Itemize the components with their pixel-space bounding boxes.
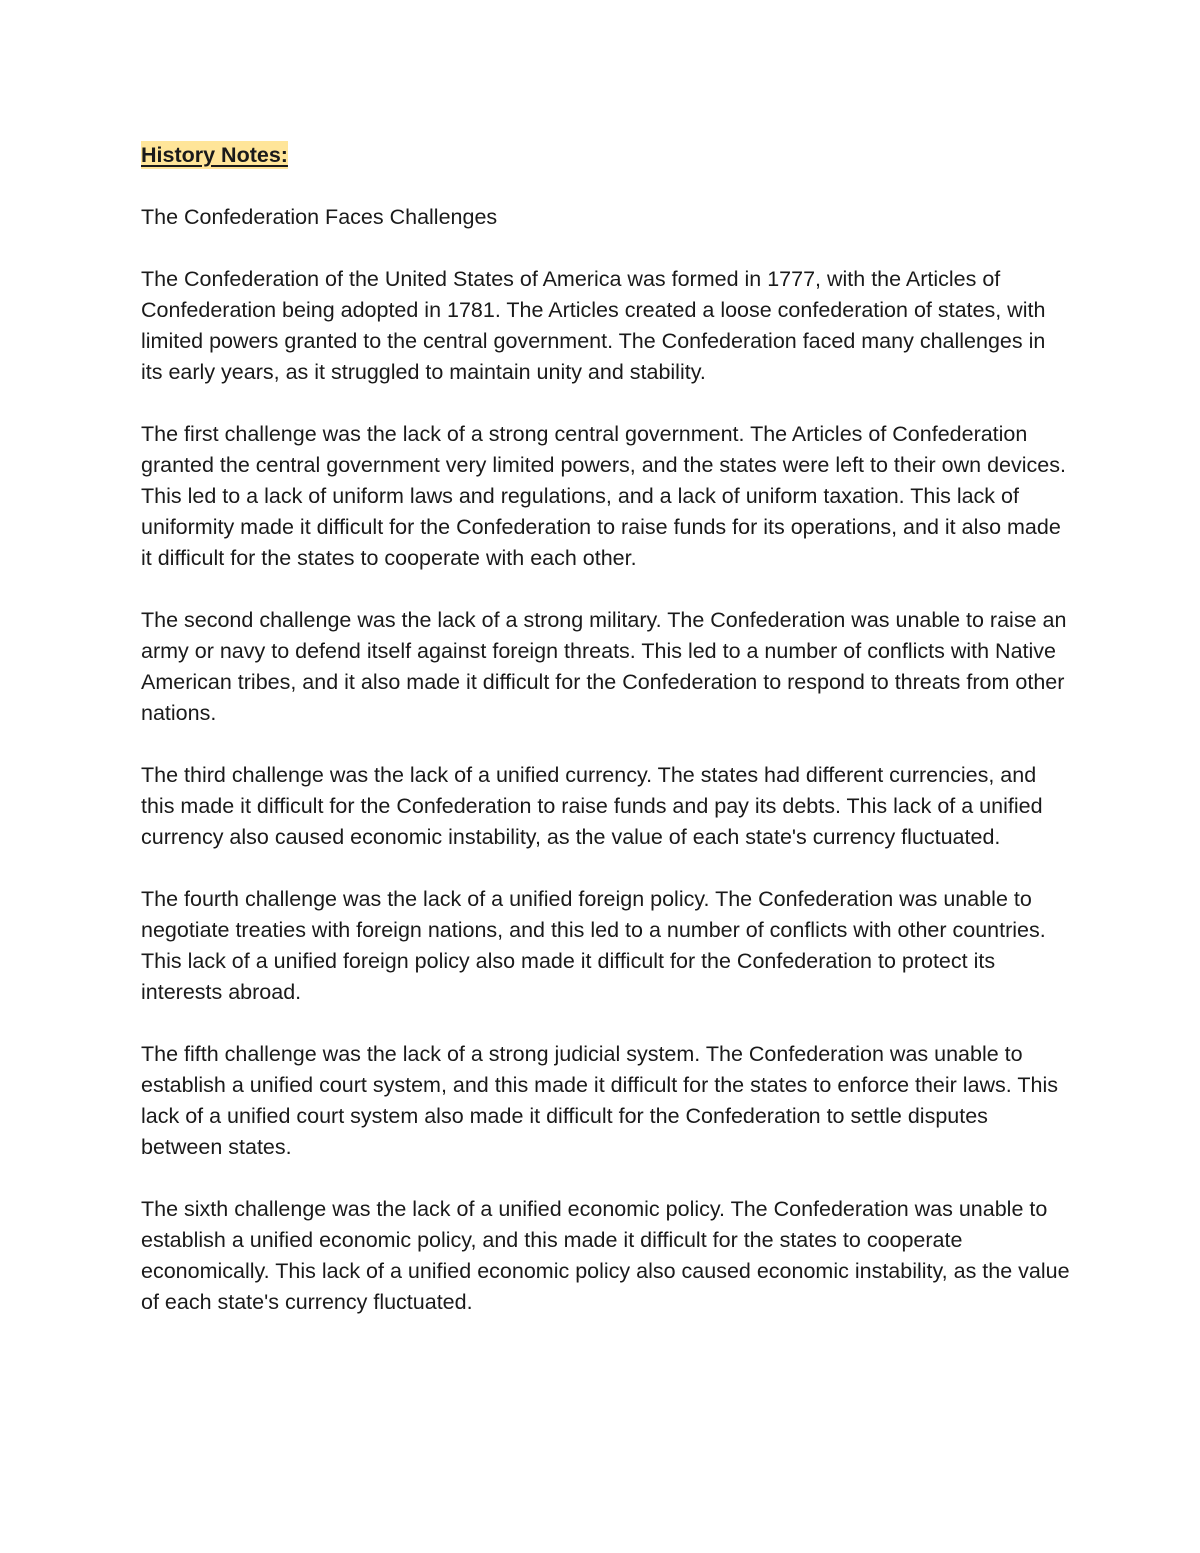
- paragraph-intro: The Confederation of the United States of America was formed in 1777, with the Articles of Confederation being adopted in 1781. The Articles created a loose confederation of states, with limited powers granted to the central government. The Confederation faced many challenges in its early years, as it struggled to maintain unity and stability.: [141, 267, 1046, 384]
- paragraph-first-challenge: The first challenge was the lack of a strong central government. The Articles of Confederation granted the central government very limited powers, and the states were left to their own devices. This led to a lack of uniform laws and regulations, and a lack of uniform taxation. This lack of uniformity made it difficult for the Confederation to raise funds for its operations, and it also made it difficult for the states to cooperate with each other.: [141, 422, 1066, 570]
- document-heading: History Notes:: [141, 143, 288, 167]
- paragraph-fifth-challenge: The fifth challenge was the lack of a strong judicial system. The Confederation was unable to establish a unified court system, and this made it difficult for the states to enforce their laws. This lack of a unified court system also made it difficult for the Confederation to settle disputes between states.: [141, 1042, 1058, 1159]
- heading-line: [141, 140, 1071, 171]
- paragraph-third-challenge: The third challenge was the lack of a unified currency. The states had different currencies, and this made it difficult for the Confederation to raise funds and pay its debts. This lack of a unified currency also caused economic instability, as the value of each state's currency fluctuated.: [141, 763, 1043, 849]
- document-page: [141, 140, 1071, 1318]
- document-subtitle: The Confederation Faces Challenges: [141, 205, 498, 229]
- paragraph-second-challenge: The second challenge was the lack of a strong military. The Confederation was unable to raise an army or navy to defend itself against foreign threats. This led to a number of conflicts with Native American tribes, and it also made it difficult for the Confederation to respond to threats from other nations.: [141, 608, 1067, 725]
- paragraph-sixth-challenge: The sixth challenge was the lack of a unified economic policy. The Confederation was unable to establish a unified economic policy, and this made it difficult for the states to cooperate economically. This lack of a unified economic policy also caused economic instability, as the value of each state's currency fluctuated.: [141, 1197, 1070, 1314]
- paragraph-fourth-challenge: The fourth challenge was the lack of a unified foreign policy. The Confederation was unable to negotiate treaties with foreign nations, and this led to a number of conflicts with other countries. This lack of a unified foreign policy also made it difficult for the Confederation to protect its interests abroad.: [141, 887, 1046, 1004]
